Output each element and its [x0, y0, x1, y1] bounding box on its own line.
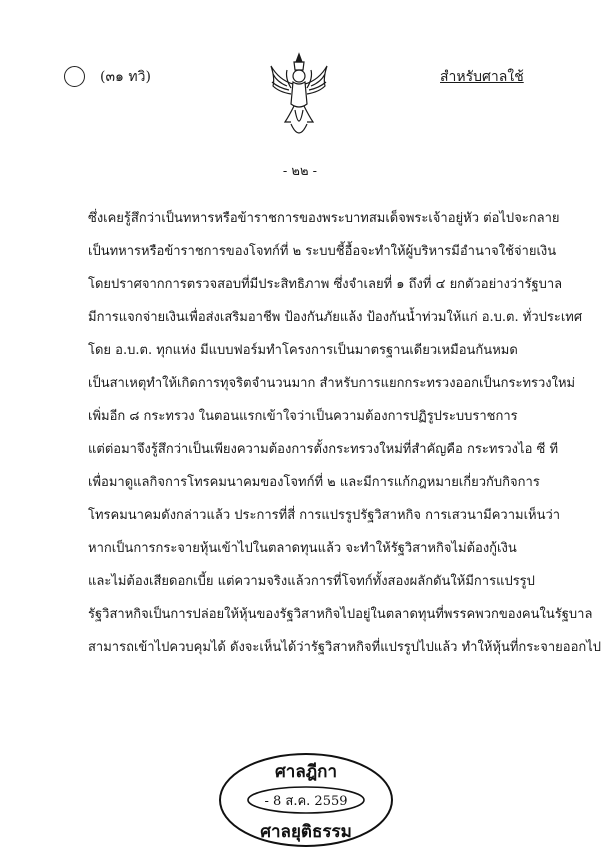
body-line: โดย อ.บ.ต. ทุกแห่ง มีแบบฟอร์มทำโครงการเป็นมาตรฐานเดียวเหมือนกันหมด — [88, 343, 518, 358]
body-line: มีการแจกจ่ายเงินเพื่อส่งเสริมอาชีพ ป้องกันภัยแล้ง ป้องกันน้ำท่วมให้แก่ อ.บ.ต. ทั่วประเทศ — [88, 310, 583, 325]
body-line: โทรคมนาคมดังกล่าวแล้ว ประการที่สี่ การแปรรูปรัฐวิสาหกิจ การเสวนามีความเห็นว่า — [88, 508, 561, 523]
body-line: สามารถเข้าไปควบคุมได้ ดังจะเห็นได้ว่ารัฐวิสาหกิจที่แปรรูปไปแล้ว ทำให้หุ้นที่กระจายออกไป — [88, 640, 601, 655]
garuda-emblem-icon — [267, 52, 331, 144]
body-line: เป็นทหารหรือข้าราชการของโจทก์ที่ ๒ ระบบชี้อื้อจะทำให้ผู้บริหารมีอำนาจใช้จ่ายเงิน — [88, 244, 557, 259]
stamp-bottom-text: ศาลยุติธรรม — [260, 822, 352, 842]
stamp-date: - 8 ส.ค. 2559 — [264, 794, 348, 809]
body-line: โดยปราศจากการตรวจสอบที่มีประสิทธิภาพ ซึ่งจำเลยที่ ๑ ถึงที่ ๔ ยกตัวอย่างว่ารัฐบาล — [88, 277, 563, 292]
court-stamp — [218, 752, 394, 848]
body-line: ซึ่งเคยรู้สึกว่าเป็นทหารหรือข้าราชการของพระบาทสมเด็จพระเจ้าอยู่หัว ต่อไปจะกลาย — [88, 211, 560, 226]
body-line: เพื่อมาดูแลกิจการโทรคมนาคมของโจทก์ที่ ๒ และมีการแก้กฎหมายเกี่ยวกับกิจการ — [88, 475, 540, 490]
body-line: และไม่ต้องเสียดอกเบี้ย แต่ความจริงแล้วการที่โจทก์ทั้งสองผลักดันให้มีการแปรรูป — [88, 574, 535, 589]
page-number: - ๒๒ - — [282, 164, 318, 179]
body-line: แต่ต่อมาจึงรู้สึกว่าเป็นเพียงความต้องการตั้งกระทรวงใหม่ที่สำคัญคือ กระทรวงไอ ซี ที — [88, 442, 559, 457]
body-line: เพิ่มอีก ๘ กระทรวง ในตอนแรกเข้าใจว่าเป็นความต้องการปฏิรูประบบราชการ — [88, 409, 518, 424]
body-line: รัฐวิสาหกิจเป็นการปล่อยให้หุ้นของรัฐวิสาหกิจไปอยู่ในตลาดทุนที่พรรคพวกของคนในรัฐบาล — [88, 607, 593, 622]
stamp-top-text: ศาลฎีกา — [274, 762, 337, 782]
court-use-label: สำหรับศาลใช้ — [440, 69, 524, 85]
body-line: หากเป็นการกระจายหุ้นเข้าไปในตลาดทุนแล้ว จะทำให้รัฐวิสาหกิจไม่ต้องกู้เงิน — [88, 541, 517, 556]
form-code: (๓๑ ทวิ) — [100, 69, 151, 85]
body-line: เป็นสาเหตุทำให้เกิดการทุจริตจำนวนมาก สำหรับการแยกกระทรวงออกเป็นกระทรวงใหม่ — [88, 376, 576, 391]
circle-mark-icon — [64, 66, 85, 87]
